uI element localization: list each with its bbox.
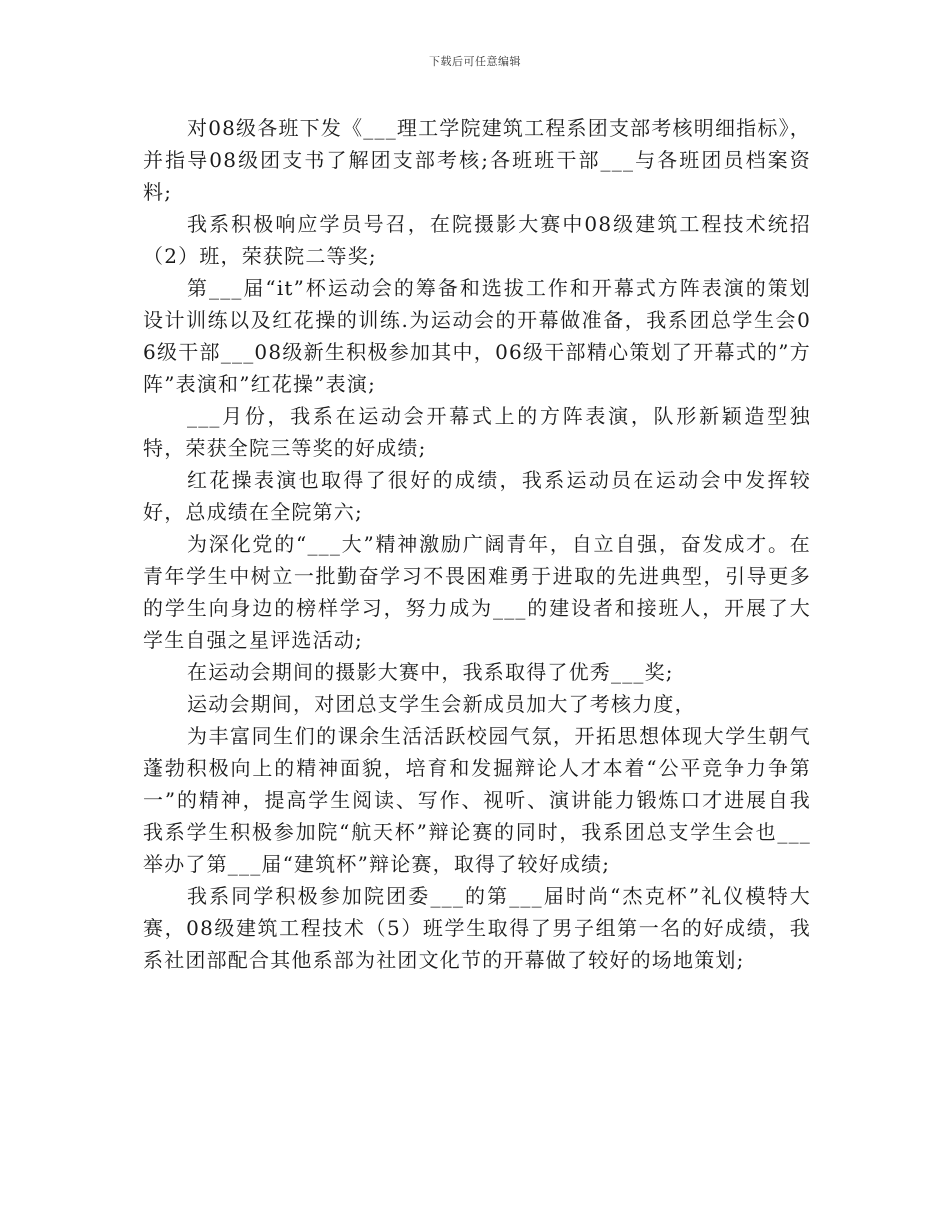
paragraph-8: 运动会期间，对团总支学生会新成员加大了考核力度， — [187, 692, 696, 716]
paragraph-6: 为深化党的“___大”精神激励广阔青年，自立自强，奋发成才。在青年学生中树立一批勤奋学习不畏困难勇于进取的先进典型，引导更多的学生向身边的榜样学习，努力成为___的建设者和接班人，开展了大学生自强之星评选活动; — [143, 532, 811, 652]
paragraph-3: 第___届“it”杯运动会的筹备和选拔工作和开幕式方阵表演的策划设计训练以及红花操的训练.为运动会的开幕做准备，我系团总学生会06级干部___08级新生积极参加其中，06级干部精心策划了开幕式的”方阵”表演和”红花操”表演; — [143, 276, 811, 396]
paragraph-10: 我系同学积极参加院团委___的第___届时尚“杰克杯”礼仪模特大赛，08级建筑工程技术（5）班学生取得了男子组第一名的好成绩，我系社团部配合其他系部为社团文化节的开幕做了较好的场地策划; — [143, 884, 811, 972]
paragraph-9: 为丰富同生们的课余生活活跃校园气氛，开拓思想体现大学生朝气蓬勃积极向上的精神面貌，培育和发掘辩论人才本着“公平竞争力争第一”的精神，提高学生阅读、写作、视听、演讲能力锻炼口才进展自我我系学生积极参加院“航天杯”辩论赛的同时，我系团总支学生会也___举办了第___届“建筑杯”辩论赛，取得了较好成绩; — [143, 724, 811, 876]
paragraph-2: 我系积极响应学员号召，在院摄影大赛中08级建筑工程技术统招（2）班，荣获院二等奖; — [143, 212, 811, 268]
page-header-note: 下载后可任意编辑 — [429, 55, 521, 68]
paragraph-1: 对08级各班下发《___理工学院建筑工程系团支部考核明细指标》，并指导08级团支书了解团支部考核;各班班干部___与各班团员档案资料; — [143, 116, 811, 204]
document-body — [143, 112, 811, 976]
paragraph-5: 红花操表演也取得了很好的成绩，我系运动员在运动会中发挥较好，总成绩在全院第六; — [143, 468, 811, 524]
paragraph-4: ___月份，我系在运动会开幕式上的方阵表演，队形新颖造型独特，荣获全院三等奖的好成绩; — [143, 404, 811, 460]
paragraph-7: 在运动会期间的摄影大赛中，我系取得了优秀___奖; — [187, 660, 674, 684]
